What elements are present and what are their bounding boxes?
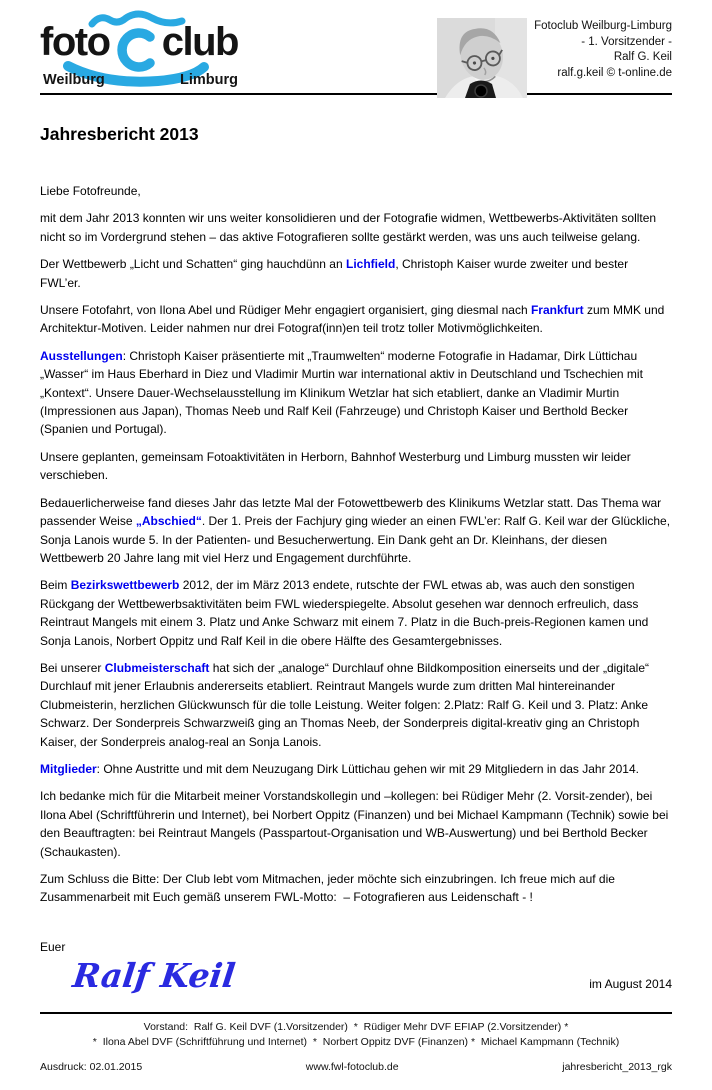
board-line-1: Vorstand: Ralf G. Keil DVF (1.Vorsitzender) * Rüdiger Mehr DVF EFIAP (2.Vorsitzender) * xyxy=(143,1021,569,1033)
document-filename: jahresbericht_2013_rgk xyxy=(562,1061,672,1073)
paragraph: Bei unserer Clubmeisterschaft hat sich der „analoge“ Durchlauf ohne Bildkomposition einerseits und der „digitale“ Durchlauf mit jener Erlaubnis andererseits etabliert. Reintraut Mangels wurde zum dritten Mal hintereinander Clubmeisterin, herzlichen Glückwunsch für die tolle Leistung. Weiter folgen: 2.Platz: Ralf G. Keil und 3. Platz: Anke Schwarz. Der Sonderpreis Schwarzweiß ging an Thomas Neeb, der Sonderpreis digital-kreativ ging an Christoph Kaiser, der Sonderpreis analog-real an Sonja Lanois. xyxy=(40,660,653,749)
paragraph: Beim Bezirkswettbewerb 2012, der im März 2013 endete, rutschte der FWL etwas ab, was auch den sonstigen Rückgang der Wettbewerbsaktivitäten beim FWL wiederspiegelte. Absolut gesehen war dennoch erfreulich, dass Reintraut Mangels mit einem 3. Platz und Anke Schwarz mit einem 7. Platz in die Buch-preis-Regionen kamen und Sonja Lanois, Norbert Oppitz und Ralf Keil in die obere Hälfte des Gesamtergebnisses. xyxy=(40,578,652,648)
footer xyxy=(40,1012,672,1073)
paragraph: Unsere Fotofahrt, von Ilona Abel und Rüdiger Mehr engagiert organisiert, ging diesmal nach Frankfurt zum MMK und Architektur-Motiven. Leider nahmen nur drei Fotograf(inn)en teil trotz toller Motivmöglichkeiten. xyxy=(40,303,667,336)
website-url: www.fwl-fotoclub.de xyxy=(305,1061,399,1073)
contact-role: - 1. Vorsitzender - xyxy=(581,35,672,48)
club-logo xyxy=(40,10,238,90)
paragraph: Zum Schluss die Bitte: Der Club lebt vom Mitmachen, jeder möchte sich einzubringen. Ich freue mich auf die Zusammenarbeit mit Euch gemäß unserem FWL-Motto: – Fotografieren aus Leidenschaft - ! xyxy=(40,872,619,905)
logo-word-club: club xyxy=(161,20,238,64)
closing-salutation: Euer xyxy=(40,939,66,954)
paragraph: Mitglieder: Ohne Austritte und mit dem Neuzugang Dirk Lüttichau gehen wir mit 29 Mitgliedern in das Jahr 2014. xyxy=(40,761,639,776)
closing-block xyxy=(40,940,672,994)
logo-wordmark xyxy=(40,22,238,62)
paragraph: Liebe Fotofreunde, xyxy=(40,184,141,198)
highlight-term: Mitglieder xyxy=(40,761,97,776)
highlight-term: Frankfurt xyxy=(530,303,584,318)
body-paragraphs xyxy=(40,182,672,907)
highlight-term: Clubmeisterschaft xyxy=(104,660,210,675)
paragraph: Der Wettbewerb „Licht und Schatten“ ging hauchdünn an Lichfield, Christoph Kaiser wurde zweiter und bester FWL’er. xyxy=(40,257,632,290)
highlight-term: Ausstellungen xyxy=(40,348,123,363)
logo-city-weilburg: Weilburg xyxy=(43,72,105,88)
signature: Ralf Keil xyxy=(70,955,238,995)
report-body xyxy=(40,118,672,994)
portrait-photo xyxy=(437,18,527,98)
contact-person: Ralf G. Keil xyxy=(613,51,672,63)
logo-city-limburg: Limburg xyxy=(180,72,238,88)
print-date: Ausdruck: 02.01.2015 xyxy=(40,1061,143,1073)
highlight-term: Bezirkswettbewerb xyxy=(70,578,180,593)
paragraph: Ich bedanke mich für die Mitarbeit meiner Vorstandskollegin und –kollegen: bei Rüdiger Mehr (2. Vorsit-zender), bei Ilona Abel (Schriftführerin und Internet), bei Norbert Oppitz (Finanzen) und bei Michael Kampmann (Technik) sowie bei den Beauftragten: bei Reintraut Mangels (Passpartout-Organisation und WB-Auswertung) und bei Berthold Becker (Schaukasten). xyxy=(40,789,672,859)
contact-block xyxy=(534,19,672,81)
report-date: im August 2014 xyxy=(589,977,672,992)
paragraph: Ausstellungen: Christoph Kaiser präsentierte mit „Traumwelten“ moderne Fotografie in Hadamar, Dirk Lüttichau „Wasser“ im Haus Eberhard in Diez und Vladimir Murtin war international aktiv in Deutschland und Tschechien mit „Kontext“. Unsere Dauer-Wechselausstellung im Klinikum Wetzlar hat sich etabliert, danke an Vladimir Murtin (Impressionen aus Japan), Thomas Neeb und Ralf Keil (Fahrzeuge) und Christoph Kaiser und Berthold Becker (Spanien und Portugal). xyxy=(40,348,647,437)
logo-word-foto: foto xyxy=(40,20,110,64)
contact-club-name: Fotoclub Weilburg-Limburg xyxy=(534,20,672,32)
paragraph: Unsere geplanten, gemeinsam Fotoaktivitäten in Herborn, Bahnhof Westerburg und Limburg mussten wir leider verschieben. xyxy=(40,449,635,483)
header-divider xyxy=(40,93,672,95)
highlight-term: „Abschied“ xyxy=(135,514,202,529)
paragraph: mit dem Jahr 2013 konnten wir uns weiter konsolidieren und der Fotografie widmen, Wettbewerbs-Aktivitäten sollten nicht so im Vordergrund stehen – das aktive Fotografieren sollte gestärkt werden, was uns auch teilweise gelang. xyxy=(40,211,660,244)
logo-cities xyxy=(43,72,238,88)
page-title: Jahresbericht 2013 xyxy=(40,124,199,144)
paragraph: Bedauerlicherweise fand dieses Jahr das letzte Mal der Fotowettbewerb des Klinikums Wetzlar statt. Das Thema war passender Weise „Abschied“. Der 1. Preis der Fachjury ging wieder an einen FWL’er: Ralf G. Keil war der Glückliche, Sonja Lanois wurde 5. In der Patienten- und Besucherwertung. Ein Dank geht an Dr. Kleinhans, der diesen Wettbewerb 20 Jahre lang mit viel Herz und Engagement durchführte. xyxy=(40,495,674,565)
highlight-term: Lichfield xyxy=(345,257,396,272)
contact-email: ralf.g.keil © t-online.de xyxy=(557,66,672,79)
board-line-2: * Ilona Abel DVF (Schriftführung und Internet) * Norbert Oppitz DVF (Finanzen) * Michael Kampmann (Technik) xyxy=(92,1035,620,1048)
